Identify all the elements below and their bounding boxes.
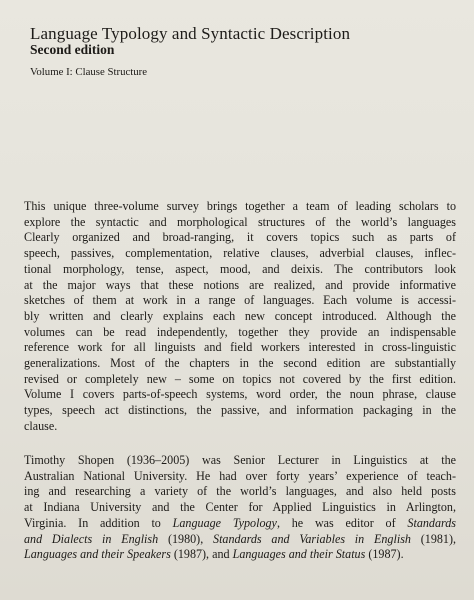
book-title-italic: Languages and their Status — [232, 547, 366, 562]
description-line: explore the syntactic and morphological structures of the world’s languages — [24, 214, 456, 229]
bio-line: Timothy Shopen (1936–2005) was Senior Lecturer in Linguistics at the — [24, 453, 456, 467]
book-title-italic: Standards and Variables in English — [213, 531, 411, 546]
book-title-italic: Standards — [407, 515, 457, 530]
description-line: revised or completely new – some on topics not covered by the first edition. — [24, 371, 456, 386]
description-line: bly written and clearly explains each new concept introduced. Although the — [24, 308, 456, 323]
book-title-italic: Language Typology — [172, 515, 277, 530]
author-bio-paragraph — [24, 453, 456, 563]
bio-line — [24, 516, 456, 532]
description-line: sketches of them at work in a range of languages. Each volume is accessi- — [24, 293, 456, 308]
bio-line — [24, 547, 456, 563]
bio-line: ing and researching a variety of the world’s languages, and also held posts — [24, 484, 456, 499]
description-line: generalizations. Most of the chapters in the second edition are substantially — [24, 356, 456, 371]
bio-text: , he was editor of — [276, 515, 408, 530]
bio-text: (1987). — [365, 547, 404, 562]
bio-line: Australian National University. He had over forty years’ experience of teach- — [24, 468, 456, 483]
description-line: speech, passives, complementation, relative clauses, adverbial clauses, inflec- — [24, 246, 456, 261]
book-title-italic: and Dialects in English — [24, 531, 159, 546]
bio-text: (1981), — [410, 531, 457, 546]
description-line: volumes can be read independently, together they provide an indispensable — [24, 324, 456, 339]
description-line: types, speech act distinctions, the passive, and information packaging in the — [24, 403, 456, 418]
description-line: Clearly organized and broad-ranging, it covers topics such as parts of — [24, 230, 456, 245]
bio-text: Virginia. In addition to — [24, 515, 173, 530]
volume-label: Volume I: Clause Structure — [30, 66, 148, 78]
bio-text: (1987), and — [170, 547, 233, 562]
description-line: tional morphology, tense, aspect, mood, and deixis. The contributors look — [24, 261, 456, 276]
description-paragraph — [24, 199, 456, 435]
book-title: Language Typology and Syntactic Description — [30, 24, 351, 43]
description-line: reference work for all linguists and field workers interested in cross-linguistic — [24, 340, 456, 355]
description-line: This unique three-volume survey brings together a team of leading scholars to — [24, 199, 456, 213]
bio-line — [24, 532, 456, 548]
book-title-italic: Languages and their Speakers — [24, 547, 171, 562]
bio-text: (1980), — [158, 531, 214, 546]
description-line: clause. — [24, 418, 58, 433]
bio-line: at Indiana University and the Center for Applied Linguistics in Arlington, — [24, 500, 456, 515]
description-line: at the major ways that these notions are realized, and provide informative — [24, 277, 456, 292]
edition-label: Second edition — [30, 42, 115, 57]
description-line: Volume I covers parts-of-speech systems, word order, the noun phrase, clause — [24, 387, 456, 402]
